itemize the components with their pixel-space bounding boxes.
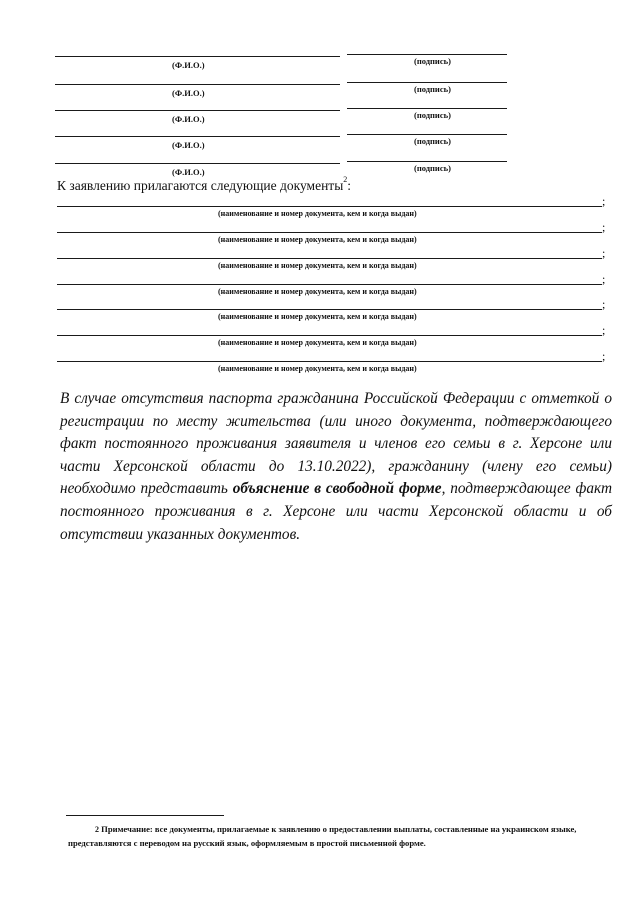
signature-caption: (подпись) [414,136,451,146]
name-line [55,136,340,137]
document-caption: (наименование и номер документа, кем и когда выдан) [218,235,417,244]
attached-documents-heading-text: К заявлению прилагаются следующие документы [57,178,344,193]
document-line [57,284,602,285]
footnote-number: 2 [95,825,99,834]
name-caption: (Ф.И.О.) [172,140,205,150]
signature-caption: (подпись) [414,56,451,66]
document-line [57,361,602,362]
signature-row [0,84,640,110]
name-caption: (Ф.И.О.) [172,167,205,177]
document-row [0,323,640,361]
name-line [55,163,340,164]
name-line [55,56,340,57]
document-row [0,246,640,284]
document-line [57,335,602,336]
signature-caption: (подпись) [414,110,451,120]
document-row [0,272,640,310]
document-line [57,309,602,310]
document-row [0,194,640,232]
signature-line [347,161,507,162]
footnote-separator [66,815,224,816]
notice-emphasis: объяснение в свободной форме [232,480,442,498]
document-caption: (наименование и номер документа, кем и когда выдан) [218,364,417,373]
signature-line [347,134,507,135]
attached-documents-heading: К заявлению прилагаются следующие документы$^2$: [57,175,352,193]
notice-text-end: , подтверждающее факт постоянного проживания в г. Херсоне или части Херсонской области и об отсутствии указанных документов. [60,480,613,543]
document-line [57,206,602,207]
signature-caption: (подпись) [414,84,451,94]
document-line [57,232,602,233]
signature-line [347,54,507,55]
footnote [68,823,624,849]
name-caption: (Ф.И.О.) [172,88,205,98]
signature-row [0,56,640,82]
document-caption: (наименование и номер документа, кем и когда выдан) [218,287,417,296]
document-caption: (наименование и номер документа, кем и когда выдан) [218,338,417,347]
notice-text: В случае отсутствия паспорта гражданина Российской Федерации с отметкой о регистрации по месту жительства (или иного документа, подтверждающего факт постоянного проживания заявителя и членов его семьи в г. Херсоне или части Херсонской области до 13.10.2022), гражданину (члену его семьи) необходимо представить [60,390,612,498]
signature-row [0,136,640,162]
signature-line [347,108,507,109]
footnote-text: Примечание: все документы, прилагаемые к заявлению о предоставлении выплаты, составленные на украинском языке, представляются с переводом на русский язык, оформляемым в простой письменной форме. [68,824,577,848]
semicolon: ; [602,246,606,260]
semicolon: ; [602,323,606,337]
document-caption: (наименование и номер документа, кем и когда выдан) [218,261,417,270]
document-row [0,297,640,335]
semicolon: ; [602,349,606,363]
semicolon: ; [602,194,606,208]
signature-row [0,110,640,136]
name-caption: (Ф.И.О.) [172,114,205,124]
semicolon: ; [602,220,606,234]
name-line [55,84,340,85]
document-line [57,258,602,259]
notice-paragraph [60,388,612,546]
semicolon: ; [602,272,606,286]
semicolon: ; [602,297,606,311]
document-caption: (наименование и номер документа, кем и когда выдан) [218,312,417,321]
name-line [55,110,340,111]
footnote-ref: 2 [343,175,348,184]
document-caption: (наименование и номер документа, кем и когда выдан) [218,209,417,218]
signature-caption: (подпись) [414,163,451,173]
document-row [0,220,640,258]
document-row [0,349,640,387]
name-caption: (Ф.И.О.) [172,60,205,70]
signature-line [347,82,507,83]
